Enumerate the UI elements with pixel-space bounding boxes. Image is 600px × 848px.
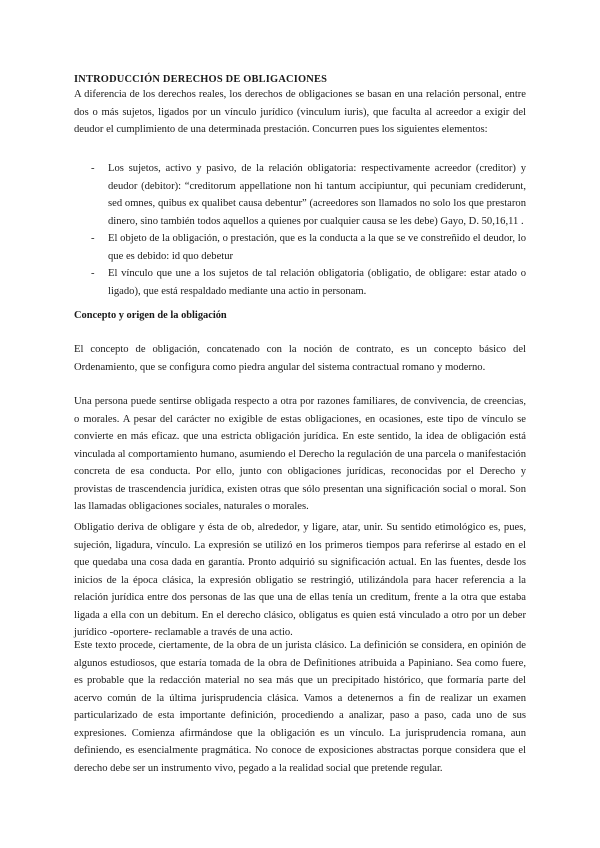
intro-paragraph: A diferencia de los derechos reales, los derechos de obligaciones se basan en una relación personal, entre dos o más sujetos, ligados por un vínculo jurídico (vinculum iuris), que faculta al acreedor a exigir del deudor el cumplimiento de una determinada prestación. Concurren pues los siguientes elementos: <box>74 89 526 135</box>
list-item-text: Los sujetos, activo y pasivo, de la relación obligatoria: respectivamente acreedor (creditor) y deudor (debitor): “creditorum appellatione non hi tantum accipiuntur, qui pecuniam crediderunt, sed omnes, quibus ex qualibet causa debentur” (acreedores son llamados no solo los que prestaron dinero, sino también todos aquellos a quienes por cualquier causa se les debe) Gayo, D. 50,16,11 . <box>108 163 526 227</box>
body-paragraph: Una persona puede sentirse obligada respecto a otra por razones familiares, de convivencia, de creencias, o morales. A pesar del carácter no exigible de estas obligaciones, en ocasiones, este tipo de vínculo se convierte en más eficaz. que una estricta obligación jurídica. En este sentido, la idea de obligación está vinculada al comportamiento humano, asumiendo el Derecho la regulación de una parcela o manifestación concreta de esa conducta. Por ello, junto con obligaciones jurídicas, reconocidas por el Derecho y provistas de trascendencia jurídica, existen otras que sólo presentan una significación social o moral. Son las llamadas obligaciones sociales, naturales o morales. <box>74 396 526 512</box>
list-bullet: - <box>91 233 95 244</box>
list-item <box>74 160 526 230</box>
body-paragraph: Este texto procede, ciertamente, de la obra de un jurista clásico. La definición se considera, en opinión de algunos estudiosos, que estaría tomada de la obra de Definitiones atribuida a Papiniano. Sea como fuere, es probable que la redacción material no sea más que un precipitado histórico, que formaría parte del acervo común de la última jurisprudencia clásica. Vamos a detenernos a fin de realizar un examen particularizado de esta importante definición, procediendo a analizar, paso a paso, cada uno de sus expresiones. Comienza afirmándose que la obligación es un vínculo. La jurisprudencia romana, aun definiendo, es esencialmente pragmática. No conoce de exposiciones abstractas porque considera que el derecho debe ser un instrumento vivo, pegado a la realidad social que pretende regular. <box>74 640 526 774</box>
section-heading: Concepto y origen de la obligación <box>74 310 227 321</box>
document-title: INTRODUCCIÓN DERECHOS DE OBLIGACIONES <box>74 74 328 85</box>
list-item <box>74 265 526 300</box>
list-bullet: - <box>91 163 95 174</box>
body-paragraph: El concepto de obligación, concatenado con la noción de contrato, es un concepto básico del Ordenamiento, que se configura como piedra angular del sistema contractual romano y moderno. <box>74 344 526 373</box>
list-bullet: - <box>91 268 95 279</box>
list-item-text: El objeto de la obligación, o prestación, que es la conducta a la que se ve constreñido el deudor, lo que es debido: id quo debetur <box>108 233 526 262</box>
body-paragraph: Obligatio deriva de obligare y ésta de ob, alrededor, y ligare, atar, unir. Su sentido etimológico es, pues, sujeción, ligadura, vínculo. La expresión se utilizó en los primeros tiempos para referirse al estado en el que quedaba una cosa dada en garantía. Pronto adquirió su significación actual. En las fuentes, desde los inicios de la época clásica, la expresión obligatio se restringió, utilizándola para hacer referencia a la relación jurídica entre dos personas de las que una de ellas tenía un creditum, frente a la otra que estaba ligada a ella con un debitum. En el derecho clásico, obligatus es quien está vinculado a otro por un deber jurídico -oportere- reclamable a través de una actio. <box>74 522 526 638</box>
list-item-text: El vínculo que une a los sujetos de tal relación obligatoria (obligatio, de obligare: estar atado o ligado), que está respaldado mediante una actio in personam. <box>108 268 526 297</box>
list-item <box>74 230 526 265</box>
elements-list <box>74 160 526 300</box>
